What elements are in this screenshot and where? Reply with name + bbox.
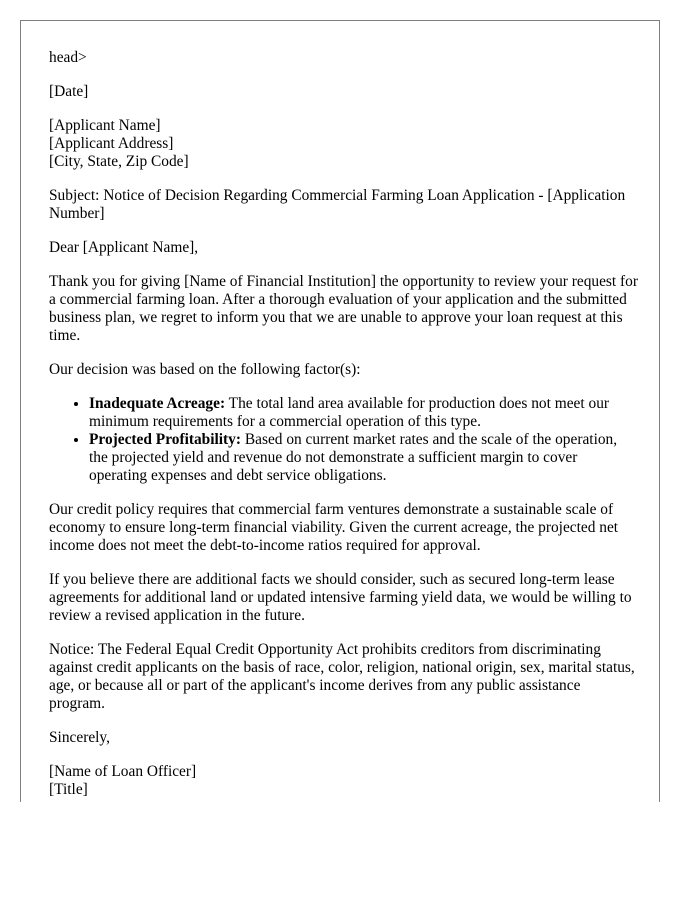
factors-list (49, 395, 639, 485)
applicant-city: [City, State, Zip Code] (49, 153, 189, 170)
paragraph-reconsideration: If you believe there are additional facts we should consider, such as secured long-term lease agreements for additional land or updated intensive farming yield data, we would be willing to review a revised application in the future. (49, 571, 632, 624)
applicant-address: [Applicant Address] (49, 135, 174, 152)
signature-block (49, 763, 639, 799)
factors-intro: Our decision was based on the following factor(s): (49, 361, 361, 378)
letter-page (20, 20, 660, 802)
paragraph-intro: Thank you for giving [Name of Financial Institution] the opportunity to review your request for a commercial farming loan. After a thorough evaluation of your application and the submitted business plan, we regret to inform you that we are unable to approve your loan request at this time. (49, 273, 638, 344)
subject-line: Subject: Notice of Decision Regarding Commercial Farming Loan Application - [Application Number] (49, 187, 626, 222)
applicant-name: [Applicant Name] (49, 117, 161, 134)
factor-text: The total land area available for production does not meet our minimum requirements for a commercial operation of this type. (89, 395, 610, 430)
signature-name: [Name of Loan Officer] (49, 763, 197, 780)
applicant-block (49, 117, 639, 171)
ecoa-notice: Notice: The Federal Equal Credit Opportunity Act prohibits creditors from discriminating against credit applicants on the basis of race, color, religion, national origin, sex, marital status, age, or because all or part of the applicant's income derives from any public assistance program. (49, 641, 635, 712)
letter-content (49, 49, 639, 799)
closing: Sincerely, (49, 729, 110, 746)
letter-date: [Date] (49, 83, 89, 100)
stray-markup-text: head> (49, 49, 87, 66)
factor-label: Projected Profitability: (89, 431, 242, 448)
factor-item (89, 395, 639, 431)
factor-item (89, 431, 639, 485)
greeting: Dear [Applicant Name], (49, 239, 199, 256)
factor-text: Based on current market rates and the scale of the operation, the projected yield and revenue do not demonstrate a sufficient margin to cover operating expenses and debt service obligations. (89, 431, 618, 484)
paragraph-credit-policy: Our credit policy requires that commercial farm ventures demonstrate a sustainable scale of economy to ensure long-term financial viability. Given the current acreage, the projected net income does not meet the debt-to-income ratios required for approval. (49, 501, 619, 554)
signature-title: [Title] (49, 781, 88, 798)
factor-label: Inadequate Acreage: (89, 395, 226, 412)
